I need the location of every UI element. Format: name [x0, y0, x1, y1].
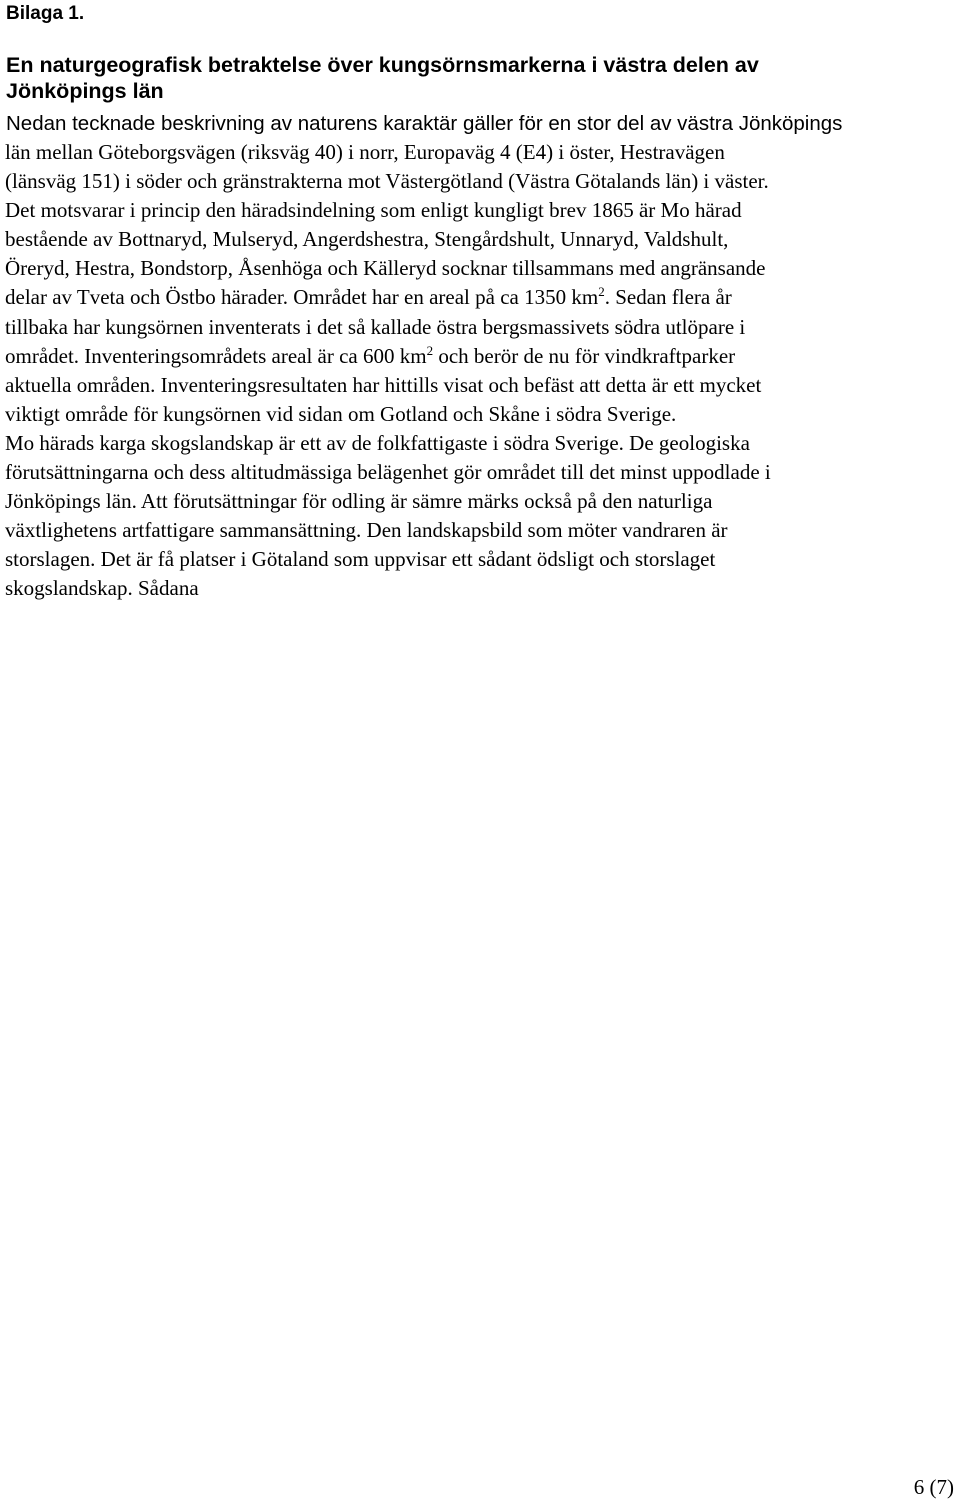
body-line: storslagen. Det är få platser i Götaland som uppvisar ett sådant ödsligt och storslaget	[5, 547, 716, 572]
body-line: Det motsvarar i princip den häradsindelning som enligt kungligt brev 1865 är Mo härad	[5, 198, 742, 223]
body-line	[5, 283, 957, 312]
body-line: tillbaka har kungsörnen inventerats i det så kallade östra bergsmassivets södra utlöpare i	[5, 314, 746, 339]
body-line-text: delar av Tveta och Östbo härader. Området har en areal på ca 1350 km	[5, 285, 599, 310]
superscript: 2	[426, 342, 434, 358]
body-line: skogslandskap. Sådana	[5, 576, 199, 601]
body-line: (länsväg 151) i söder och gränstrakterna mot Västergötland (Västra Götalands län) i väster.	[5, 169, 769, 194]
lead-line: Nedan tecknade beskrivning av naturens karaktär gäller för en stor del av västra Jönköpings	[6, 112, 843, 135]
body-line: viktigt område för kungsörnen vid sidan om Gotland och Skåne i södra Sverige.	[5, 401, 677, 426]
body-line-text: . Sedan flera år	[604, 285, 732, 310]
body-text	[5, 138, 957, 604]
body-line	[5, 342, 957, 371]
body-line: Öreryd, Hestra, Bondstorp, Åsenhöga och Källeryd socknar tillsammans med angränsande	[5, 256, 766, 281]
body-line: aktuella områden. Inventeringsresultaten har hittills visat och befäst att detta är ett mycket	[5, 372, 762, 397]
document-heading	[6, 52, 956, 104]
page-number: 6 (7)	[913, 1475, 954, 1499]
body-line: växtlighetens artfattigare sammansättning. Den landskapsbild som möter vandraren är	[5, 518, 728, 543]
body-line-text: området. Inventeringsområdets areal är ca 600 km	[5, 343, 427, 368]
heading-line: En naturgeografisk betraktelse över kungsörnsmarkerna i västra delen av	[6, 53, 759, 77]
body-line: förutsättningarna och dess altitudmässiga belägenhet gör området till det minst uppodlade i	[5, 460, 771, 485]
body-line-text: och berör de nu för vindkraftparker	[433, 343, 736, 368]
attachment-label: Bilaga 1.	[6, 3, 85, 24]
body-line: län mellan Göteborgsvägen (riksväg 40) i norr, Europaväg 4 (E4) i öster, Hestravägen	[5, 140, 725, 164]
superscript: 2	[598, 284, 605, 300]
heading-line: Jönköpings län	[6, 79, 164, 103]
body-line: Mo härads karga skogslandskap är ett av de folkfattigaste i södra Sverige. De geologiska	[5, 430, 750, 455]
body-line: bestående av Bottnaryd, Mulseryd, Angerdshestra, Stengårdshult, Unnaryd, Valdshult,	[5, 227, 729, 252]
body-line: Jönköpings län. Att förutsättningar för odling är sämre märks också på den naturliga	[5, 489, 713, 514]
